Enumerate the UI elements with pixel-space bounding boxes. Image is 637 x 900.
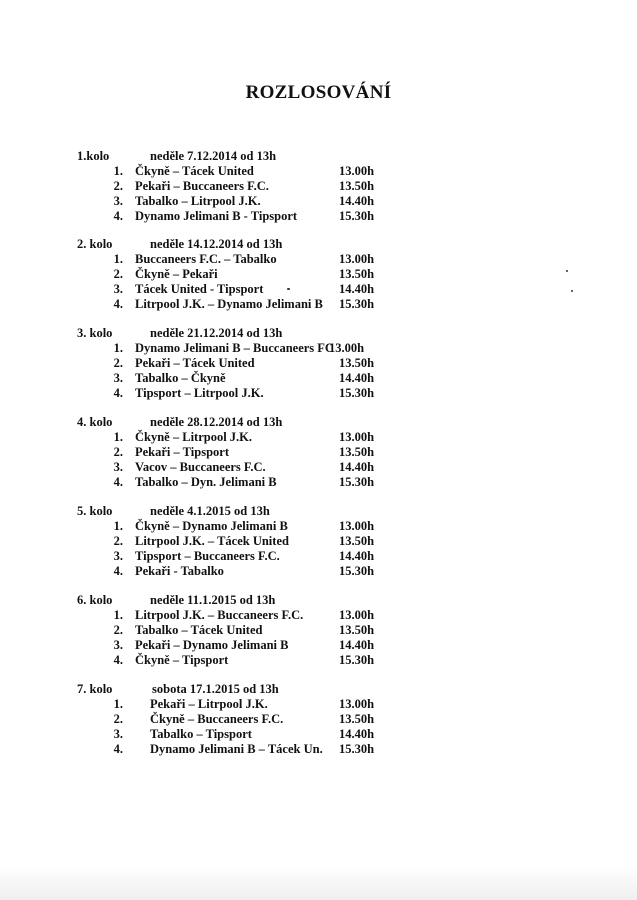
match-teams: Dynamo Jelimani B - Tipsport (135, 209, 298, 223)
match-number: 3. (113, 638, 123, 652)
match-time: 15.30h (339, 564, 375, 578)
match-row (77, 356, 397, 371)
match-number: 4. (113, 653, 123, 667)
match-row (77, 164, 397, 179)
match-time: 13.50h (339, 712, 375, 726)
match-teams: Čkyně – Tipsport (135, 653, 229, 667)
match-time: 13.00h (329, 341, 365, 355)
match-number: 1. (113, 252, 123, 266)
match-teams: Čkyně – Dynamo Jelimani B (135, 519, 288, 533)
match-number: 1. (113, 430, 123, 444)
match-time: 14.40h (339, 194, 375, 208)
round-date: neděle 4.1.2015 od 13h (150, 504, 270, 518)
match-teams: Pekaři - Tabalko (135, 564, 224, 578)
round-block (77, 237, 397, 312)
match-teams: Tipsport – Buccaneers F.C. (135, 549, 280, 563)
match-time: 14.40h (339, 727, 375, 741)
round-label: 4. kolo (77, 415, 113, 429)
match-number: 1. (113, 519, 123, 533)
match-row (77, 371, 397, 386)
match-time: 15.30h (339, 386, 375, 400)
match-number: 3. (113, 371, 123, 385)
match-number: 2. (113, 445, 123, 459)
match-row (77, 727, 397, 742)
round-label: 1.kolo (77, 149, 110, 163)
round-block (77, 415, 397, 490)
round-header (77, 593, 397, 608)
match-time: 13.50h (339, 267, 375, 281)
scan-speck (287, 288, 290, 290)
match-teams: Litrpool J.K. – Buccaneers F.C. (135, 608, 304, 622)
round-header (77, 415, 397, 430)
match-number: 3. (113, 460, 123, 474)
round-date: neděle 14.12.2014 od 13h (150, 237, 283, 251)
match-time: 13.00h (339, 164, 375, 178)
match-time: 13.00h (339, 608, 375, 622)
match-row (77, 297, 397, 312)
match-row (77, 460, 397, 475)
round-date: sobota 17.1.2015 od 13h (152, 682, 279, 696)
match-number: 2. (113, 267, 123, 281)
match-time: 15.30h (339, 742, 375, 756)
match-number: 1. (113, 341, 123, 355)
match-number: 2. (113, 356, 123, 370)
round-label: 5. kolo (77, 504, 113, 518)
round-date: neděle 28.12.2014 od 13h (150, 415, 283, 429)
match-row (77, 519, 397, 534)
match-teams: Tabalko – Tipsport (150, 727, 252, 741)
match-number: 4. (113, 564, 123, 578)
match-teams: Čkyně – Pekaři (135, 267, 218, 281)
match-time: 13.50h (339, 445, 375, 459)
match-number: 3. (113, 282, 123, 296)
match-row (77, 638, 397, 653)
match-row (77, 179, 397, 194)
match-row (77, 549, 397, 564)
match-number: 2. (113, 623, 123, 637)
match-number: 2. (113, 534, 123, 548)
match-time: 13.50h (339, 179, 375, 193)
match-teams: Litrpool J.K. – Tácek United (135, 534, 289, 548)
round-date: neděle 21.12.2014 od 13h (150, 326, 283, 340)
round-label: 3. kolo (77, 326, 113, 340)
round-header (77, 504, 397, 519)
round-date: neděle 7.12.2014 od 13h (150, 149, 277, 163)
match-teams: Pekaři – Dynamo Jelimani B (135, 638, 289, 652)
scan-shadow (0, 865, 637, 900)
match-teams: Tácek United - Tipsport (135, 282, 264, 296)
round-label: 2. kolo (77, 237, 113, 251)
match-number: 4. (113, 297, 123, 311)
scan-speck (571, 290, 573, 292)
match-time: 15.30h (339, 653, 375, 667)
match-row (77, 608, 397, 623)
match-number: 4. (113, 209, 123, 223)
round-header (77, 682, 397, 697)
match-row (77, 267, 397, 282)
round-block (77, 682, 397, 757)
match-number: 2. (113, 712, 123, 726)
match-teams: Tipsport – Litrpool J.K. (135, 386, 264, 400)
match-teams: Dynamo Jelimani B – Buccaneers FC (135, 341, 334, 355)
match-teams: Čkyně – Buccaneers F.C. (150, 712, 284, 726)
match-time: 13.50h (339, 623, 375, 637)
match-teams: Vacov – Buccaneers F.C. (135, 460, 266, 474)
match-row (77, 475, 397, 490)
match-time: 13.00h (339, 430, 375, 444)
round-date: neděle 11.1.2015 od 13h (150, 593, 276, 607)
round-label: 7. kolo (77, 682, 113, 696)
round-block (77, 504, 397, 579)
round-header (77, 326, 397, 341)
match-row (77, 430, 397, 445)
match-number: 3. (113, 549, 123, 563)
match-time: 14.40h (339, 460, 375, 474)
match-number: 3. (113, 727, 123, 741)
match-row (77, 623, 397, 638)
match-row (77, 252, 397, 267)
match-row (77, 209, 397, 224)
match-row (77, 194, 397, 209)
match-teams: Pekaři – Litrpool J.K. (150, 697, 268, 711)
round-label: 6. kolo (77, 593, 113, 607)
match-time: 13.50h (339, 534, 375, 548)
match-number: 4. (113, 386, 123, 400)
match-number: 4. (113, 742, 123, 756)
match-time: 14.40h (339, 282, 375, 296)
scan-speck (566, 270, 568, 272)
match-row (77, 341, 397, 356)
match-row (77, 534, 397, 549)
match-number: 2. (113, 179, 123, 193)
round-block (77, 149, 397, 224)
match-number: 4. (113, 475, 123, 489)
match-teams: Tabalko – Čkyně (135, 371, 226, 385)
match-row (77, 742, 397, 757)
match-time: 14.40h (339, 638, 375, 652)
match-teams: Buccaneers F.C. – Tabalko (135, 252, 277, 266)
match-time: 13.50h (339, 356, 375, 370)
match-row (77, 386, 397, 401)
match-teams: Dynamo Jelimani B – Tácek Un. (150, 742, 323, 756)
match-time: 14.40h (339, 549, 375, 563)
match-teams: Pekaři – Tipsport (135, 445, 229, 459)
match-teams: Pekaři – Tácek United (135, 356, 255, 370)
round-header (77, 149, 397, 164)
match-row (77, 653, 397, 668)
match-row (77, 445, 397, 460)
match-row (77, 564, 397, 579)
match-teams: Tabalko – Tácek United (135, 623, 263, 637)
round-block (77, 326, 397, 401)
match-teams: Čkyně – Litrpool J.K. (135, 430, 253, 444)
match-teams: Litrpool J.K. – Dynamo Jelimani B (135, 297, 323, 311)
match-teams: Čkyně – Tácek United (135, 164, 254, 178)
match-time: 15.30h (339, 209, 375, 223)
match-row (77, 697, 397, 712)
round-block (77, 593, 397, 668)
match-number: 1. (113, 164, 123, 178)
match-number: 1. (113, 608, 123, 622)
match-time: 13.00h (339, 252, 375, 266)
match-teams: Tabalko – Dyn. Jelimani B (135, 475, 277, 489)
match-time: 15.30h (339, 297, 375, 311)
match-number: 3. (113, 194, 123, 208)
match-teams: Tabalko – Litrpool J.K. (135, 194, 261, 208)
match-time: 15.30h (339, 475, 375, 489)
match-teams: Pekaři – Buccaneers F.C. (135, 179, 269, 193)
page-title: ROZLOSOVÁNÍ (245, 82, 392, 103)
match-row (77, 282, 397, 297)
match-time: 14.40h (339, 371, 375, 385)
match-time: 13.00h (339, 697, 375, 711)
round-header (77, 237, 397, 252)
match-time: 13.00h (339, 519, 375, 533)
match-row (77, 712, 397, 727)
match-number: 1. (113, 697, 123, 711)
